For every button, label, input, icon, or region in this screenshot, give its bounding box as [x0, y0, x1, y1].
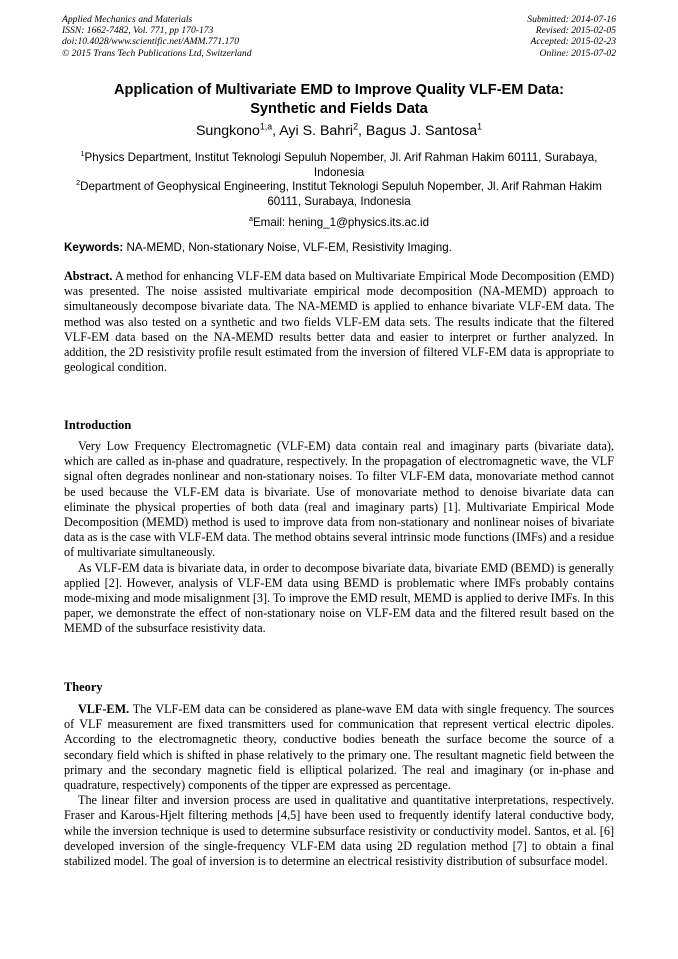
affiliation-number: 1 [80, 149, 85, 159]
paper-title [64, 81, 614, 118]
email-mark: a [248, 214, 253, 224]
theory-paragraph-2: The linear filter and inversion process are used in qualitative and quantitative interpretations, respectively. Fraser and Karous-Hjelt filtering methods [4,5] have been used to frequently identify lateral conductive body, while the inversion technique is used to determine subsurface resistivity or conductivity model. Santos, et al. [6] developed inversion of the single-frequency VLF-EM data using 2D regulation method [7] to obtain a final stabilized model. The goal of inversion is to determine an electrical resistivity distribution of subsurface model. [64, 793, 614, 869]
journal-copyright: © 2015 Trans Tech Publications Ltd, Switzerland [62, 47, 252, 59]
dates-header [396, 14, 616, 59]
author-list: Sungkono$^{1,a}$, Ayi S. Bahri$^2$, Bagus J. Santosa$^1$ [195, 121, 483, 139]
introduction-paragraph-1: Very Low Frequency Electromagnetic (VLF-EM) data contain real and imaginary parts (bivariate data), which are called as in-phase and quadrature, respectively. In the propagation of electromagnetic wave, the VLF signal often degrades nonlinear and non-stationary noises. To filter VLF-EM data, monovariate method cannot be used because the VLF-EM data is bivariate. Use of monovariate method to denoise bivariate data can eliminate the physical properties of both data (real and imaginary parts) [1]. Multivariate Empirical Mode Decomposition (MEMD) method is used to improve data from non-stationary and nonlinear noises of bivariate data as is the case with VLF-EM data. The method obtains several intrinsic mode functions (IMFs) and a residue of multivariate simultaneously. [64, 439, 614, 560]
affiliation-2 [64, 180, 614, 209]
abstract-paragraph [64, 269, 614, 375]
author-name: Ayi S. Bahri [279, 123, 354, 139]
affiliation-1 [64, 151, 614, 180]
paper-title-line2: Synthetic and Fields Data [250, 100, 428, 117]
author-affiliation-mark: 2 [353, 121, 358, 132]
theory-paragraph-1 [64, 702, 614, 793]
section-heading-introduction: Introduction [64, 418, 132, 432]
keywords-text: NA-MEMD, Non-stationary Noise, VLF-EM, Resistivity Imaging. [126, 241, 452, 254]
author-email [64, 216, 614, 231]
theory-section [64, 702, 614, 869]
affiliation-text: Physics Department, Institut Teknologi Sepuluh Nopember, Jl. Arif Rahman Hakim 60111, Surabaya, Indonesia [84, 151, 598, 179]
section-heading-theory: Theory [64, 680, 103, 694]
keywords [64, 241, 616, 255]
date-submitted: Submitted: 2014-07-16 [527, 14, 616, 25]
abstract-label: Abstract. [64, 269, 113, 283]
affiliation-text: Department of Geophysical Engineering, Institut Teknologi Sepuluh Nopember, Jl. Arif Rahman Hakim 60111, Surabaya, Indonesia [80, 180, 602, 208]
paper-title-line1: Application of Multivariate EMD to Improve Quality VLF-EM Data: [113, 82, 564, 98]
journal-name: Applied Mechanics and Materials [62, 14, 193, 25]
author-affiliation-mark: 1,a [259, 121, 273, 132]
introduction-paragraph-2: As VLF-EM data is bivariate data, in order to decompose bivariate data, bivariate EMD (BEMD) is generally applied [2]. However, analysis of VLF-EM data using BEMD is problematic where IMFs probably contains mode-mixing and mode misalignment [3]. To improve the EMD result, MEMD is applied to derive IMFs. In this paper, we demonstrate the effect of non-stationary noise on VLF-EM data and the filtered result based on the MEMD of the subsurface resistivity data. [64, 560, 614, 636]
abstract-text: A method for enhancing VLF-EM data based on Multivariate Empirical Mode Decomposition (EMD) was presented. The noise assisted multivariate empirical mode decomposition (NA-MEMD) approach to simultaneously decompose bivariate data. The NA-MEMD is applied to enhance bivariate VLF-EM data. The method was also tested on a synthetic and two fields VLF-EM data sets. The results indicate that the filtered VLF-EM data based on the NA-MEMD results better data and easier to interpret or further analyzed. In addition, the 2D resistivity profile result estimated from the inversion of filtered VLF-EM data is appropriate to geological condition. [64, 269, 615, 375]
journal-doi[interactable]: doi:10.4028/www.scientific.net/AMM.771.170 [62, 36, 240, 48]
introduction-section [64, 439, 614, 637]
author-name: Bagus J. Santosa [365, 123, 478, 139]
theory-paragraph-1-text: The VLF-EM data can be considered as plane-wave EM data with single frequency. The sources of VLF measurement are fixed transmitters used for communication that represent vertical electric dipoles. According to the electromagnetic theory, conductive bodies beneath the surface become the source of a secondary field which is shifted in phase relatively to the primary one. The resultant magnetic field between the primary and the secondary magnetic field is elliptical polarized. The real and imaginary (or in-phase and quadrature, respectively) components of the tipper are expressed as percentage. [64, 702, 615, 793]
email-text[interactable]: Email: hening_1@physics.its.ac.id [252, 216, 430, 229]
theory-subheading-vlf-em: VLF-EM. [78, 702, 130, 716]
date-revised: Revised: 2015-02-05 [535, 25, 616, 37]
author-name: Sungkono [195, 123, 260, 139]
date-accepted: Accepted: 2015-02-23 [530, 36, 616, 48]
journal-header [62, 14, 362, 59]
abstract [64, 269, 614, 375]
keywords-label: Keywords: [64, 241, 124, 254]
date-online: Online: 2015-07-02 [539, 47, 616, 59]
affiliation-number: 2 [76, 178, 81, 188]
author-affiliation-mark: 1 [477, 121, 483, 132]
journal-issn: ISSN: 1662-7482, Vol. 771, pp 170-173 [62, 25, 214, 37]
